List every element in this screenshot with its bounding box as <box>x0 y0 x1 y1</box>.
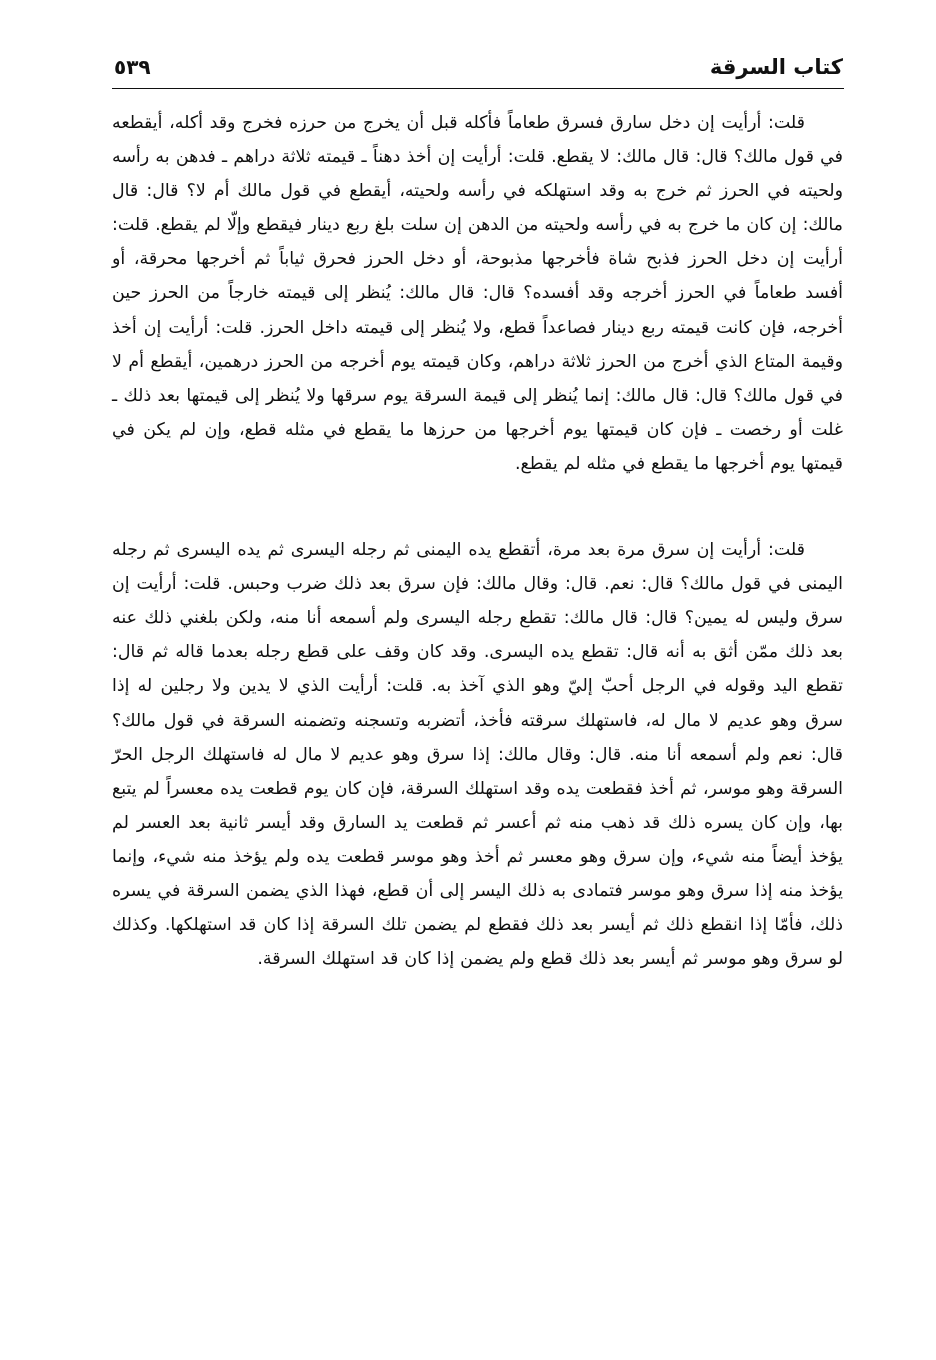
header-divider <box>112 88 844 89</box>
paragraph-repeat-theft: قلت: أرأيت إن سرق مرة بعد مرة، أتقطع يده اليمنى ثم رجله اليسرى ثم يده اليسرى ثم رجله اليمنى في قول مالك؟ قال: نعم. قال: وقال مالك: فإن سرق بعد ذلك ضرب وحبس. قلت: أرأيت إن سرق وليس له يمين؟ قال: قال مالك: تقطع رجله اليسرى ولم أسمعه أنا منه، ولكن بلغني ذلك عنه بعد ذلك ممّن أثق به أنه قال: تقطع يده اليسرى. وقد كان وقف على قطع رجله بعدما قاله ثم قال: تقطع اليد وقوله في الرجل أحبّ إليّ وهو الذي آخذ به. قلت: أرأيت الذي لا يدين ولا رجلين له إذا سرق وهو عديم لا مال له، فاستهلك سرقته فأخذ، أتضربه وتسجنه وتضمنه السرقة في قول مالك؟ قال: نعم ولم أسمعه أنا منه. قال: وقال مالك: إذا سرق وهو عديم لا مال له فاستهلك الرجل الحرّ السرقة وهو موسر، ثم أخذ فقطعت يده وقد استهلك السرقة، فإن كان يوم قطعت يده معسراً لم يتبع بها، وإن كان يسره ذلك قد ذهب منه ثم أعسر ثم قطعت يد السارق وقد أيسر ثانية بعد العسر لم يؤخذ أيضاً منه شيء، وإن سرق وهو معسر ثم أخذ وهو موسر قطعت يده ولم يؤخذ منه شيء، وإنما يؤخذ منه إذا سرق وهو موسر فتمادى به ذلك اليسر إلى أن قطع، فهذا الذي يضمن السرقة في يسره ذلك، فأمّا إذا انقطع ذلك ثم أيسر بعد ذلك فقطع لم يضمن تلك السرقة إذا كان قد استهلكها. وكذلك لو سرق وهو موسر ثم أيسر بعد ذلك قطع ولم يضمن إذا كان قد استهلك السرقة. <box>112 540 843 970</box>
running-header <box>114 50 843 86</box>
chapter-title: كتاب السرقة <box>709 55 843 79</box>
body-text <box>112 106 843 976</box>
page-number: ٥٣٩ <box>114 55 151 79</box>
paragraph-theft-value: قلت: أرأيت إن دخل سارق فسرق طعاماً فأكله قبل أن يخرج من حرزه فخرج وقد أكله، أيقطعه في قول مالك؟ قال: قال مالك: لا يقطع. قلت: أرأيت إن أخذ دهناً ـ قيمته ثلاثة دراهم ـ فدهن به رأسه ولحيته في الحرز ثم خرج به وقد استهلكه في رأسه ولحيته، أيقطع في قول مالك أم لا؟ قال: قال مالك: إن كان ما خرج به في رأسه ولحيته من الدهن إن سلت بلغ ربع دينار فيقطع وإلّا لم يقطع. قلت: أرأيت إن دخل الحرز فذبح شاة فأخرجها مذبوحة، أو دخل الحرز فحرق ثياباً ثم أخرجها محرقة، أو أفسد طعاماً في الحرز أخرجه وقد أفسده؟ قال: قال مالك: يُنظر إلى قيمته خارجاً من الحرز حين أخرجه، فإن كانت قيمته ربع دينار فصاعداً قطع، ولا يُنظر إلى قيمته داخل الحرز. قلت: أرأيت إن أخذ وقيمة المتاع الذي أخرج من الحرز ثلاثة دراهم، وكان قيمته يوم أخرجه من الحرز درهمين، أيقطع أم لا في قول مالك؟ قال: قال مالك: إنما يُنظر إلى قيمة السرقة يوم سرقها ولا يُنظر إلى قيمتها بعد ذلك ـ غلت أو رخصت ـ فإن كان قيمتها يوم أخرجها من حرزها ما يقطع في مثله قطع، وإن لم يكن في قيمتها يوم أخرجها ما يقطع في مثله لم يقطع. <box>112 113 843 474</box>
